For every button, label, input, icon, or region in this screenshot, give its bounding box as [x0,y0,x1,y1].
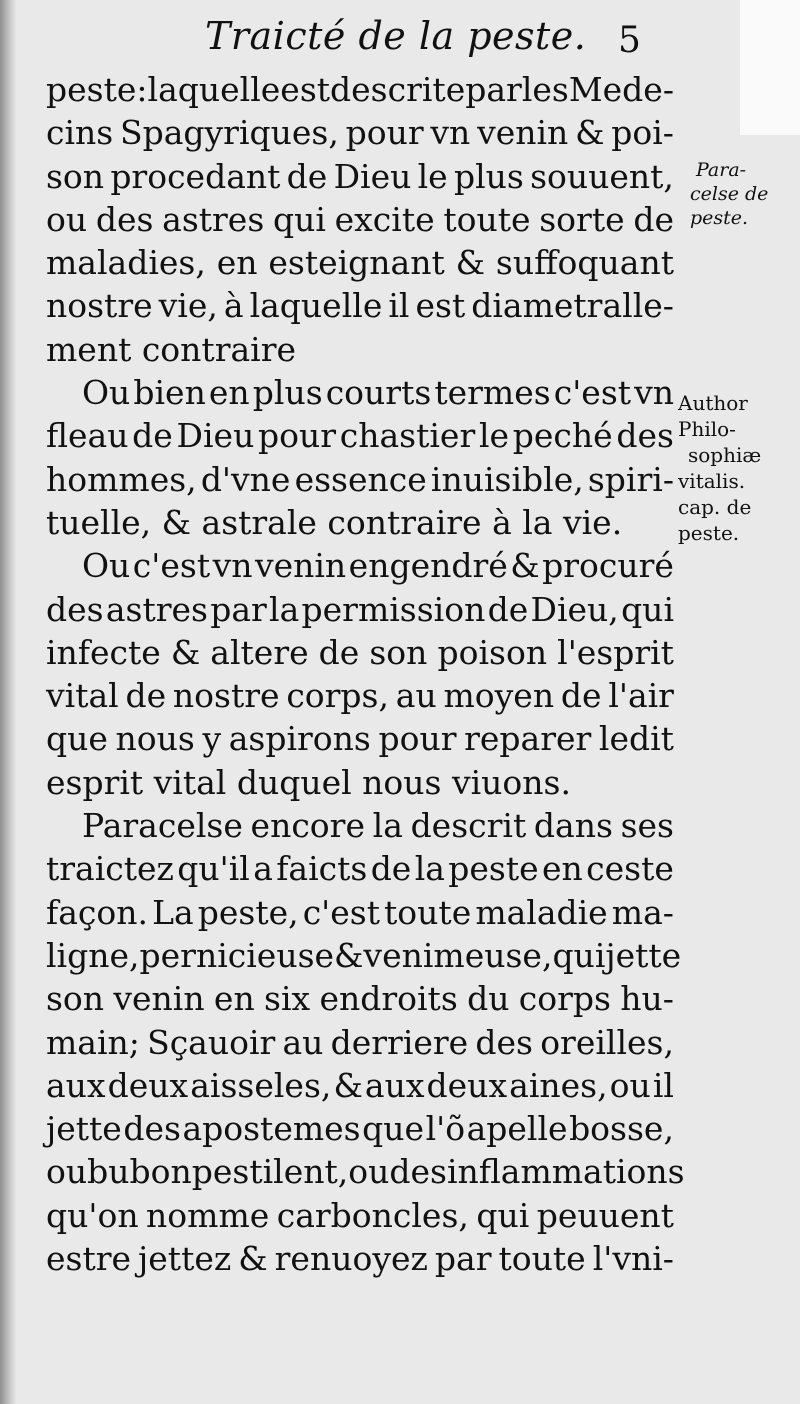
marginal-note-line: sophiæ [688,443,762,467]
text-line: aux deux aisseles, & aux deux aines, ou il [46,1065,674,1105]
page-number: 5 [618,20,641,61]
text-line: ligne, pernicieuse & venimeuse, qui jette [46,935,682,975]
text-line: nostre vie, à laquelle il est diametralle- [46,286,674,326]
text-line: son venin en six endroits du corps hu- [46,979,674,1019]
marginal-note-line: Para- [696,159,747,181]
marginalia [668,0,800,1404]
text-line: infecte & altere de son poison l'esprit [46,632,674,672]
marginal-note-line: vitalis. [678,469,746,493]
text-line: vital de nostre corps, au moyen de l'air [46,676,674,716]
running-title: Traicté de la peste. [205,14,587,58]
text-line: tuelle, & astrale contraire à la vie. [46,502,623,542]
text-line: traictez qu'il a faicts de la peste en ceste [46,849,674,889]
text-line: maladies, en esteignant & suffoquant [46,243,674,283]
text-line: hommes, d'vne essence inuisible, spiri- [46,459,674,499]
text-line: ou bubon pestilent, ou desinflammations [46,1152,685,1192]
marginal-note-line: peste. [690,207,749,229]
marginal-note-line: Philo- [678,417,736,441]
text-line: Ou c'est vn venin engendré & procuré [82,546,674,586]
text-line: que nous y aspirons pour reparer ledit [46,719,674,759]
text-line: ment contraire [46,329,296,369]
marginal-note-paracelse [690,158,768,230]
text-line: son procedant de Dieu le plus souuent, [46,156,674,196]
marginal-note-line: cap. de [678,495,752,519]
text-line: cins Spagyriques, pour vn venin & poi- [46,113,674,153]
marginal-note-line: celse de [690,183,769,205]
marginal-note-line: Author [678,391,748,415]
text-line: Paracelse encore la descrit dans ses [82,806,674,846]
text-line: esprit vital duquel nous viuons. [46,762,571,802]
page-gutter-shadow [0,0,16,1404]
text-line: façon. La peste, c'est toute maladie ma- [46,892,674,932]
marginal-note-line: peste. [678,521,740,545]
body-text [46,68,686,1280]
text-line: estre jettez & renuoyez par toute l'vni- [46,1239,674,1279]
text-line: qu'on nomme carboncles, qui peuuent [46,1195,674,1235]
text-line: Ou bien en plus courts termes c'est vn [82,373,674,413]
marginal-note-author [678,390,761,546]
text-line: peste : laquelle est descrite par les Mede- [46,70,674,109]
text-line: jette des apostemes que l'õ apelle bosse, [46,1109,674,1149]
text-line: des astres par la permission de Dieu, qui [46,589,674,629]
text-line: main; Sçauoir au derriere des oreilles, [46,1022,674,1062]
text-line: ou des astres qui excite toute sorte de [46,199,674,239]
text-line: fleau de Dieu pour chastier le peché des [46,416,674,456]
